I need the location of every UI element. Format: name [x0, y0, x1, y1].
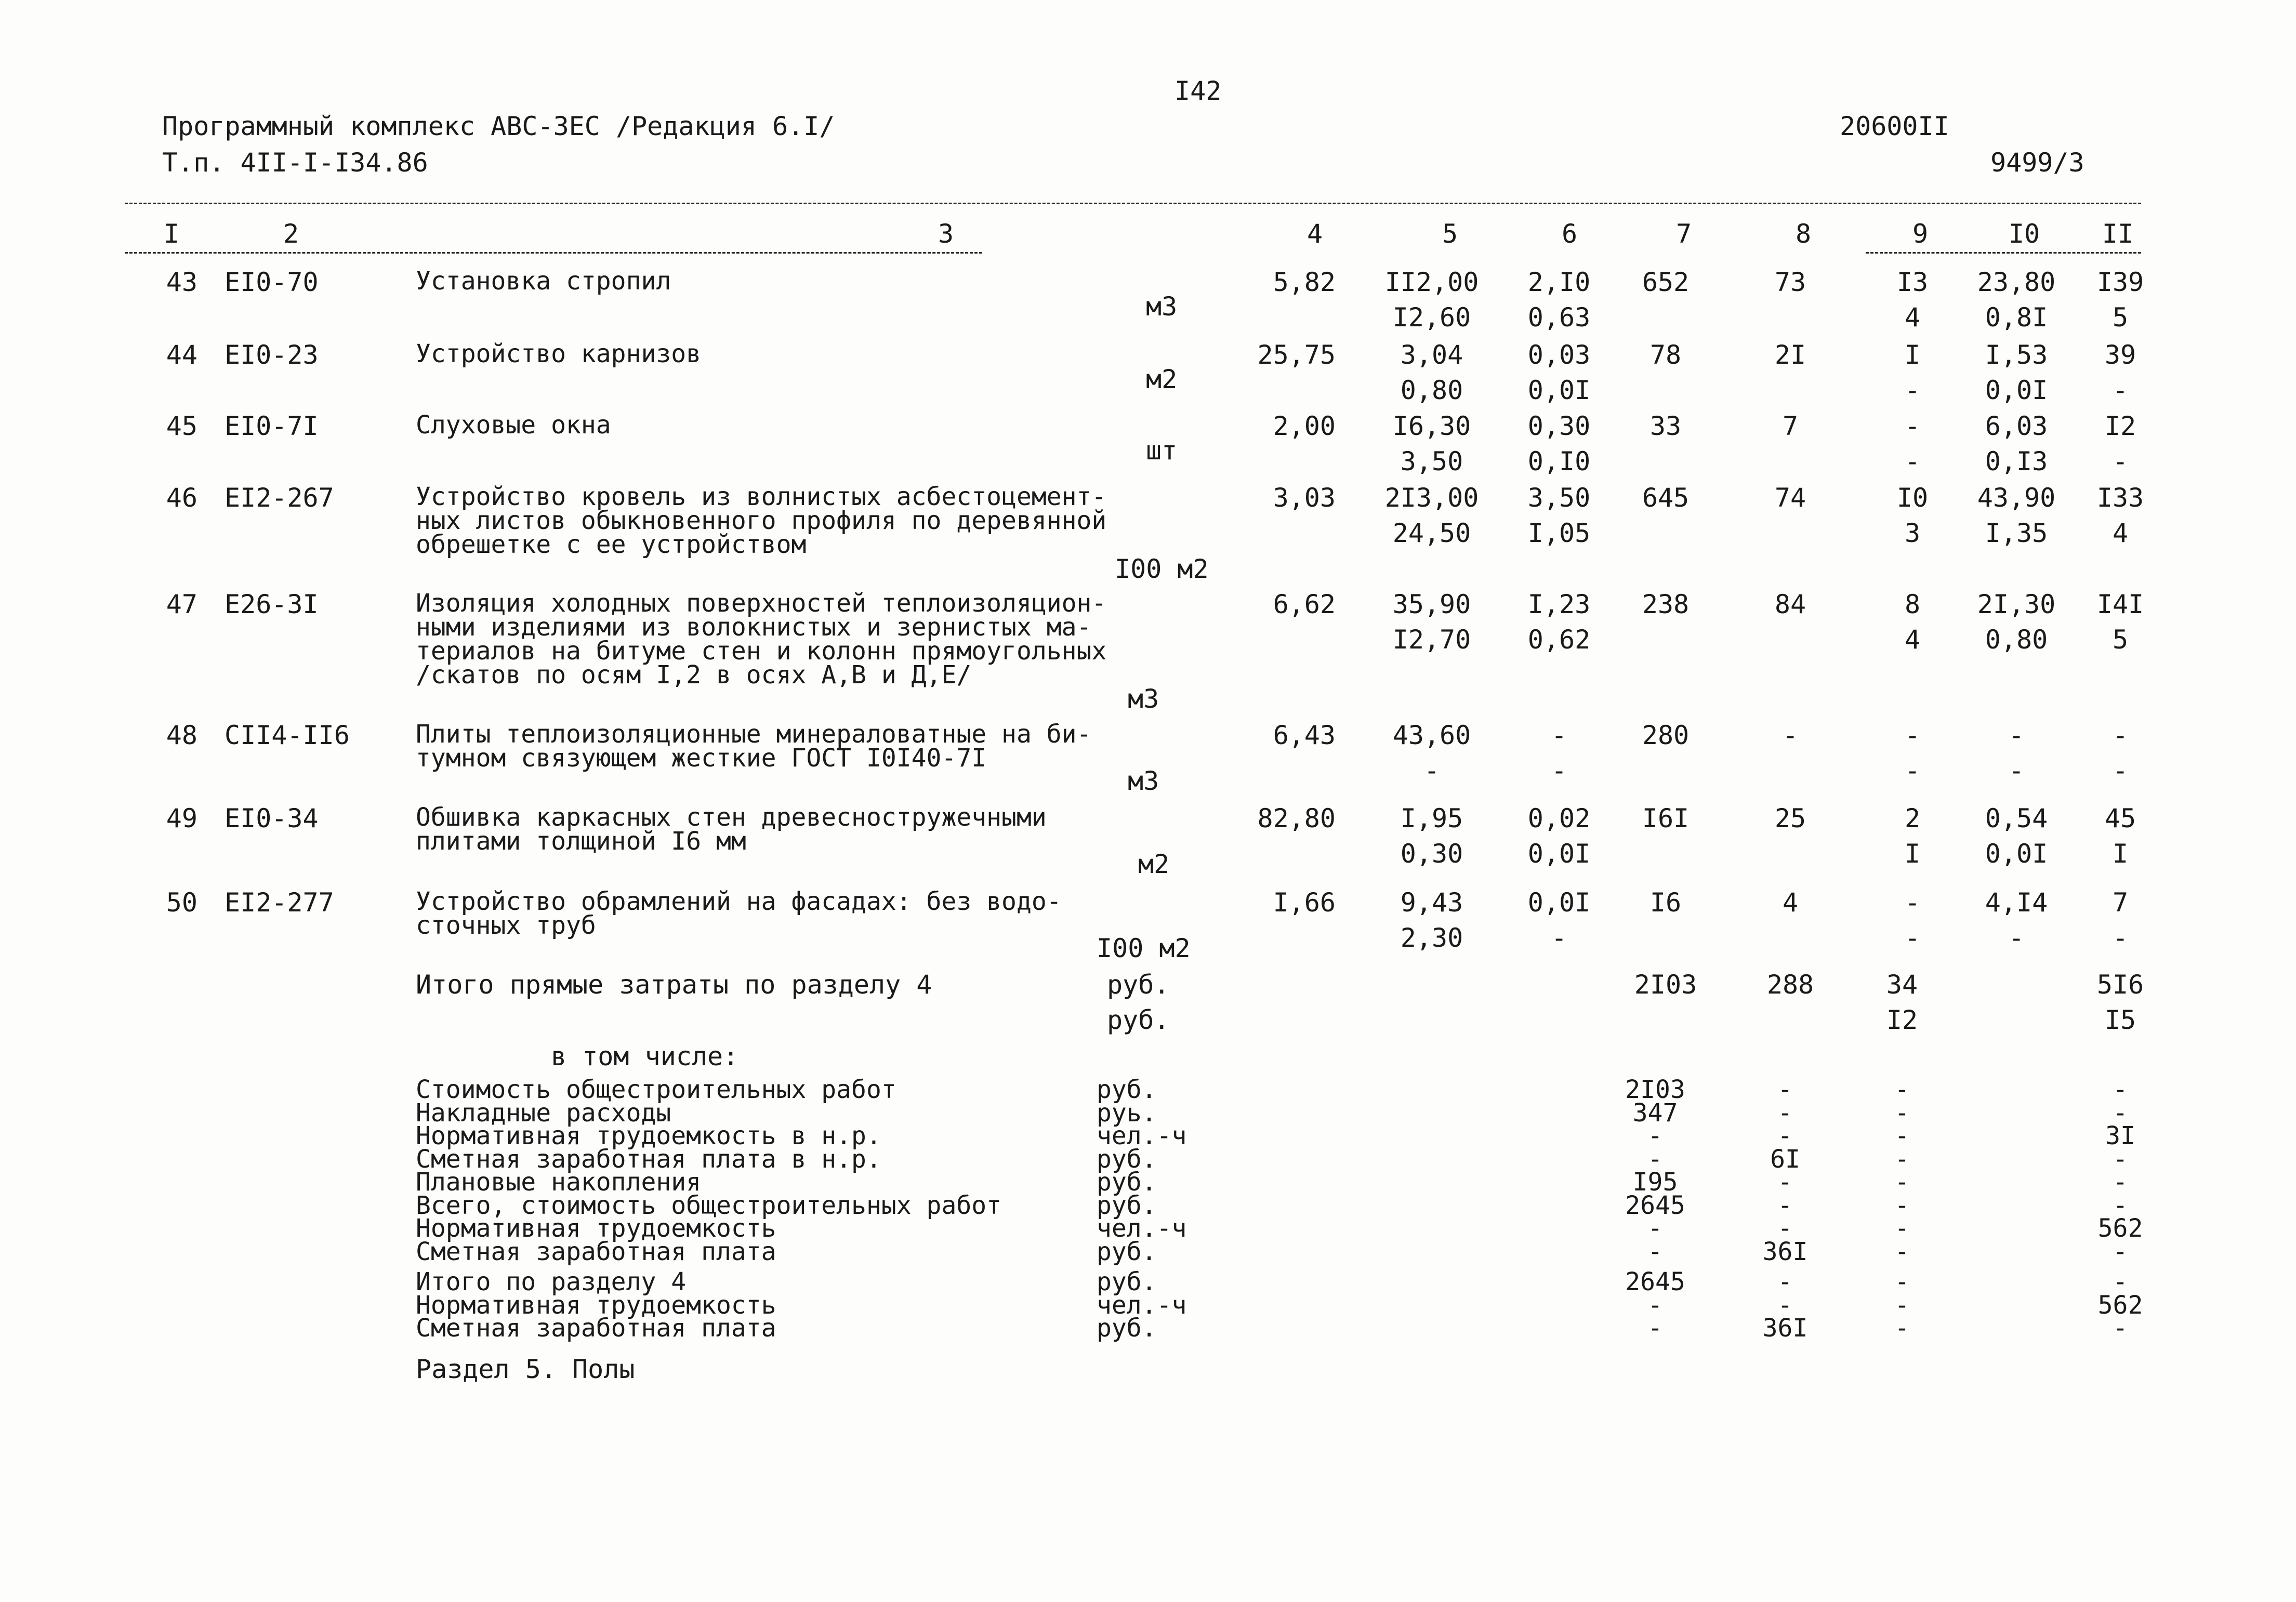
summary-col8: - [1777, 1214, 1793, 1243]
row-unit: I00 м2 [1097, 933, 1191, 963]
summary-col9: - [1894, 1214, 1910, 1243]
col8-value: 73 [1774, 267, 1806, 297]
col8-value: 2I [1774, 340, 1806, 370]
col-header-2: 2 [283, 219, 299, 249]
col5-value-2: I2,70 [1392, 625, 1471, 655]
col5-value-2: - [1423, 756, 1440, 786]
summary-col9: - [1894, 1190, 1910, 1220]
summary-label: Стоимость общестроительных работ [416, 1075, 896, 1104]
col11-value-2: - [2112, 375, 2129, 405]
col-header-4: 4 [1307, 219, 1323, 249]
summary-unit: руб. [1097, 1190, 1157, 1220]
col6-value-2: 0,0I [1527, 839, 1591, 869]
col11-value: 7 [2112, 888, 2129, 918]
col5-value: 3,04 [1400, 340, 1463, 370]
col9-value-2: 3 [1904, 518, 1921, 548]
col10-value-2: 0,80 [1985, 625, 2048, 655]
col11-value-2: I [2112, 839, 2129, 869]
total-direct-col8: 288 [1766, 970, 1814, 1000]
summary-col11: - [2113, 1237, 2128, 1266]
summary-col11: - [2113, 1168, 2128, 1197]
summary-col7: 347 [1632, 1098, 1678, 1128]
col4-quantity: 5,82 [1273, 267, 1336, 297]
summary-label: Нормативная трудоемкость в н.р. [416, 1121, 881, 1150]
summary-col9: - [1894, 1121, 1910, 1150]
row-unit: м3 [1128, 766, 1159, 796]
summary-col11: 562 [2097, 1214, 2143, 1243]
col5-value: I6,30 [1392, 411, 1471, 441]
col10-value: 23,80 [1977, 267, 2056, 297]
col10-value-2: I,35 [1985, 518, 2048, 548]
col10-value-2: 0,0I [1985, 839, 2048, 869]
row-code: EI2-267 [225, 483, 334, 513]
row-description-line: Установка стропил [416, 267, 671, 296]
row-number: 44 [166, 340, 197, 370]
next-section-title: Раздел 5. Полы [416, 1354, 635, 1384]
col5-value: II2,00 [1384, 267, 1479, 297]
summary-col7: - [1647, 1314, 1663, 1343]
summary-col8: - [1777, 1267, 1793, 1296]
row-description-line: плитами толщиной I6 мм [416, 827, 746, 856]
row-description-line: Обшивка каркасных стен древесностружечными [416, 803, 1047, 832]
col6-value: 3,50 [1527, 483, 1591, 513]
col8-value: 7 [1782, 411, 1799, 441]
col5-value-2: 24,50 [1392, 518, 1471, 548]
summary-col11: - [2113, 1267, 2128, 1296]
col9-value: 2 [1904, 803, 1921, 833]
row-description-line: ных листов обыкновенного профиля по деревянной [416, 506, 1107, 535]
summary-col7: - [1647, 1237, 1663, 1266]
summary-label: Итого по разделу 4 [416, 1267, 687, 1296]
col11-value-2: 5 [2112, 302, 2129, 333]
total-direct-col9-2: I2 [1886, 1005, 1918, 1035]
col4-quantity: 82,80 [1257, 803, 1336, 833]
col7-value: I6I [1642, 803, 1690, 833]
summary-unit: руь. [1097, 1098, 1157, 1128]
col11-value: 39 [2104, 340, 2136, 370]
row-code: E26-3I [225, 589, 319, 619]
row-number: 46 [166, 483, 197, 513]
col-header-6: 6 [1561, 219, 1578, 249]
summary-col11: - [2113, 1075, 2128, 1104]
col7-value: 33 [1650, 411, 1682, 441]
col8-value: 74 [1774, 483, 1806, 513]
total-direct-col7: 2I03 [1634, 970, 1697, 1000]
row-description-line: Изоляция холодных поверхностей теплоизоляцион- [416, 589, 1107, 618]
row-description-line: ными изделиями из волокнистых и зернистых ма- [416, 613, 1092, 642]
including-label: в том числе: [551, 1041, 739, 1071]
summary-col8: - [1777, 1121, 1793, 1150]
col-header-10: I0 [2008, 219, 2040, 249]
summary-col7: - [1647, 1121, 1663, 1150]
row-number: 47 [166, 589, 197, 619]
row-code: EI2-277 [225, 888, 334, 918]
col11-value-2: - [2112, 923, 2129, 953]
row-description-line: /скатов по осям I,2 в осях А,В и Д,Е/ [416, 660, 972, 690]
summary-col7: 2I03 [1625, 1075, 1685, 1104]
total-direct-col11: 5I6 [2096, 970, 2144, 1000]
total-direct-col11-2: I5 [2104, 1005, 2136, 1035]
row-number: 50 [166, 888, 197, 918]
summary-col7: - [1647, 1214, 1663, 1243]
row-description-line: териалов на битуме стен и колонн прямоугольных [416, 637, 1107, 666]
col9-value: I3 [1896, 267, 1929, 297]
row-description-line: обрешетке с ее устройством [416, 530, 807, 559]
col-header-1: I [163, 219, 180, 249]
col5-value: I,95 [1400, 803, 1463, 833]
row-description-line: Устройство обрамлений на фасадах: без водо- [416, 887, 1062, 916]
summary-unit: руб. [1097, 1237, 1157, 1266]
col4-quantity: 6,62 [1273, 589, 1336, 619]
col7-value: 652 [1642, 267, 1690, 297]
col8-value: 84 [1774, 589, 1806, 619]
col6-value: 0,02 [1527, 803, 1591, 833]
row-description-line: сточных труб [416, 911, 596, 940]
col10-value: 0,54 [1985, 803, 2048, 833]
col10-value-2: - [2008, 756, 2025, 786]
col9-value: - [1904, 720, 1921, 750]
col5-value-2: 2,30 [1400, 923, 1463, 953]
total-direct-label: Итого прямые затраты по разделу 4 [416, 970, 932, 1000]
col-header-7: 7 [1675, 219, 1692, 249]
summary-col7: - [1647, 1290, 1663, 1320]
col10-value: 2I,30 [1977, 589, 2056, 619]
project-code: Т.п. 4II-I-I34.86 [162, 148, 428, 178]
row-code: EI0-34 [225, 803, 319, 833]
row-unit: м2 [1138, 849, 1170, 879]
summary-col11: - [2113, 1144, 2128, 1174]
row-number: 48 [166, 720, 197, 750]
summary-col9: - [1894, 1168, 1910, 1197]
col11-value: 45 [2104, 803, 2136, 833]
row-number: 43 [166, 267, 197, 297]
col-header-11: II [2102, 219, 2134, 249]
col10-value-2: 0,8I [1985, 302, 2048, 333]
col4-quantity: 25,75 [1257, 340, 1336, 370]
col10-value-2: 0,0I [1985, 375, 2048, 405]
col5-value-2: 3,50 [1400, 446, 1463, 476]
summary-col7: 2645 [1625, 1267, 1685, 1296]
col6-value: - [1551, 720, 1567, 750]
col10-value: I,53 [1985, 340, 2048, 370]
col10-value: 6,03 [1985, 411, 2048, 441]
col6-value: 0,30 [1527, 411, 1591, 441]
col-header-3: 3 [938, 219, 954, 249]
col6-value: 0,0I [1527, 888, 1591, 918]
col8-value: 4 [1782, 888, 1799, 918]
header-rule-top [125, 203, 2141, 204]
col11-value: I2 [2104, 411, 2136, 441]
row-code: СII4-II6 [225, 720, 350, 750]
col10-value-2: - [2008, 923, 2025, 953]
summary-unit: руб. [1097, 1314, 1157, 1343]
summary-label: Нормативная трудоемкость [416, 1214, 776, 1243]
header-rule-bottom-right [1866, 252, 2141, 254]
row-unit: I00 м2 [1115, 554, 1209, 584]
col11-value: I39 [2096, 267, 2144, 297]
col11-value-2: 4 [2112, 518, 2129, 548]
summary-col8: 6I [1770, 1144, 1800, 1174]
summary-col8: - [1777, 1190, 1793, 1220]
col9-value-2: - [1904, 375, 1921, 405]
col5-value: 9,43 [1400, 888, 1463, 918]
program-title: Программный комплекс АВС-ЗЕС /Редакция 6.I/ [162, 111, 835, 141]
sheet-number: 9499/3 [1990, 148, 2084, 178]
col10-value: - [2008, 720, 2025, 750]
summary-col11: - [2113, 1098, 2128, 1128]
summary-col11: - [2113, 1190, 2128, 1220]
summary-col9: - [1894, 1290, 1910, 1320]
row-description-line: Слуховые окна [416, 411, 611, 440]
summary-col7: 2645 [1625, 1190, 1685, 1220]
col9-value-2: - [1904, 923, 1921, 953]
summary-col9: - [1894, 1075, 1910, 1104]
col9-value: I0 [1896, 483, 1929, 513]
summary-col8: - [1777, 1075, 1793, 1104]
col5-value: 35,90 [1392, 589, 1471, 619]
page-number: I42 [1175, 76, 1222, 106]
col9-value-2: 4 [1904, 302, 1921, 333]
summary-col8: 36I [1762, 1314, 1808, 1343]
summary-label: Плановые накопления [416, 1168, 702, 1197]
row-number: 49 [166, 803, 197, 833]
row-unit: шт [1146, 435, 1178, 466]
summary-col11: - [2113, 1314, 2128, 1343]
document-code: 20600II [1840, 111, 1949, 141]
col11-value-2: 5 [2112, 625, 2129, 655]
summary-unit: руб. [1097, 1267, 1157, 1296]
row-unit: м3 [1146, 292, 1178, 322]
summary-col9: - [1894, 1098, 1910, 1128]
summary-col11: 562 [2097, 1290, 2143, 1320]
summary-unit: руб. [1097, 1075, 1157, 1104]
col5-value: 43,60 [1392, 720, 1471, 750]
row-code: EI0-70 [225, 267, 319, 297]
row-code: EI0-7I [225, 411, 319, 441]
col4-quantity: 2,00 [1273, 411, 1336, 441]
summary-col9: - [1894, 1267, 1910, 1296]
col10-value-2: 0,I3 [1985, 446, 2048, 476]
col6-value-2: I,05 [1527, 518, 1591, 548]
col11-value: - [2112, 720, 2129, 750]
row-description-line: Плиты теплоизоляционные минераловатные на би- [416, 720, 1092, 749]
col10-value: 4,I4 [1985, 888, 2048, 918]
summary-col9: - [1894, 1314, 1910, 1343]
summary-col7: - [1647, 1144, 1663, 1174]
col9-value-2: - [1904, 756, 1921, 786]
summary-col9: - [1894, 1144, 1910, 1174]
summary-unit: руб. [1097, 1168, 1157, 1197]
row-number: 45 [166, 411, 197, 441]
col6-value: 2,I0 [1527, 267, 1591, 297]
col11-value-2: - [2112, 446, 2129, 476]
row-description-line: Устройство кровель из волнистых асбестоцемент- [416, 482, 1107, 511]
col4-quantity: 6,43 [1273, 720, 1336, 750]
col4-quantity: I,66 [1273, 888, 1336, 918]
col11-value-2: - [2112, 756, 2129, 786]
row-unit: м3 [1128, 684, 1159, 714]
col-header-9: 9 [1912, 219, 1929, 249]
col6-value: I,23 [1527, 589, 1591, 619]
col4-quantity: 3,03 [1273, 483, 1336, 513]
col-header-8: 8 [1795, 219, 1812, 249]
col9-value: I [1904, 340, 1921, 370]
summary-label: Накладные расходы [416, 1098, 671, 1128]
col10-value: 43,90 [1977, 483, 2056, 513]
summary-unit: руб. [1097, 1144, 1157, 1174]
summary-col8: - [1777, 1168, 1793, 1197]
col7-value: 78 [1650, 340, 1682, 370]
col9-value-2: I [1904, 839, 1921, 869]
col6-value: 0,03 [1527, 340, 1591, 370]
summary-label: Всего, стоимость общестроительных работ [416, 1190, 1002, 1220]
col5-value-2: I2,60 [1392, 302, 1471, 333]
row-description-line: Устройство карнизов [416, 339, 702, 368]
col5-value-2: 0,80 [1400, 375, 1463, 405]
col6-value-2: 0,62 [1527, 625, 1591, 655]
col9-value: 8 [1904, 589, 1921, 619]
col9-value-2: 4 [1904, 625, 1921, 655]
col9-value: - [1904, 888, 1921, 918]
col9-value: - [1904, 411, 1921, 441]
row-description-line: тумном связующем жесткие ГОСТ I0I40-7I [416, 744, 987, 773]
col7-value: 645 [1642, 483, 1690, 513]
col8-value: 25 [1774, 803, 1806, 833]
col7-value: 280 [1642, 720, 1690, 750]
col6-value-2: 0,63 [1527, 302, 1591, 333]
summary-label: Сметная заработная плата [416, 1314, 776, 1343]
total-direct-unit: руб. [1107, 970, 1170, 1000]
col7-value: 238 [1642, 589, 1690, 619]
summary-col8: - [1777, 1290, 1793, 1320]
col11-value: I4I [2096, 589, 2144, 619]
col7-value: I6 [1650, 888, 1682, 918]
col5-value-2: 0,30 [1400, 839, 1463, 869]
row-code: EI0-23 [225, 340, 319, 370]
col6-value-2: 0,I0 [1527, 446, 1591, 476]
summary-label: Сметная заработная плата [416, 1237, 776, 1266]
summary-col11: 3I [2105, 1121, 2135, 1150]
summary-label: Сметная заработная плата в н.р. [416, 1144, 881, 1174]
summary-unit: чел.-ч [1097, 1214, 1187, 1243]
col11-value: I33 [2096, 483, 2144, 513]
summary-label: Нормативная трудоемкость [416, 1290, 776, 1320]
summary-col8: 36I [1762, 1237, 1808, 1266]
col6-value-2: - [1551, 923, 1567, 953]
row-unit: м2 [1146, 364, 1178, 394]
col5-value: 2I3,00 [1384, 483, 1479, 513]
col6-value-2: 0,0I [1527, 375, 1591, 405]
col8-value: - [1782, 720, 1799, 750]
summary-unit: чел.-ч [1097, 1290, 1187, 1320]
summary-col9: - [1894, 1237, 1910, 1266]
total-direct-unit-2: руб. [1107, 1005, 1170, 1035]
col9-value-2: - [1904, 446, 1921, 476]
total-direct-col9: 34 [1886, 970, 1918, 1000]
summary-unit: чел.-ч [1097, 1121, 1187, 1150]
col-header-5: 5 [1442, 219, 1458, 249]
summary-col7: I95 [1632, 1168, 1678, 1197]
header-rule-bottom [125, 252, 982, 254]
col6-value-2: - [1551, 756, 1567, 786]
summary-col8: - [1777, 1098, 1793, 1128]
